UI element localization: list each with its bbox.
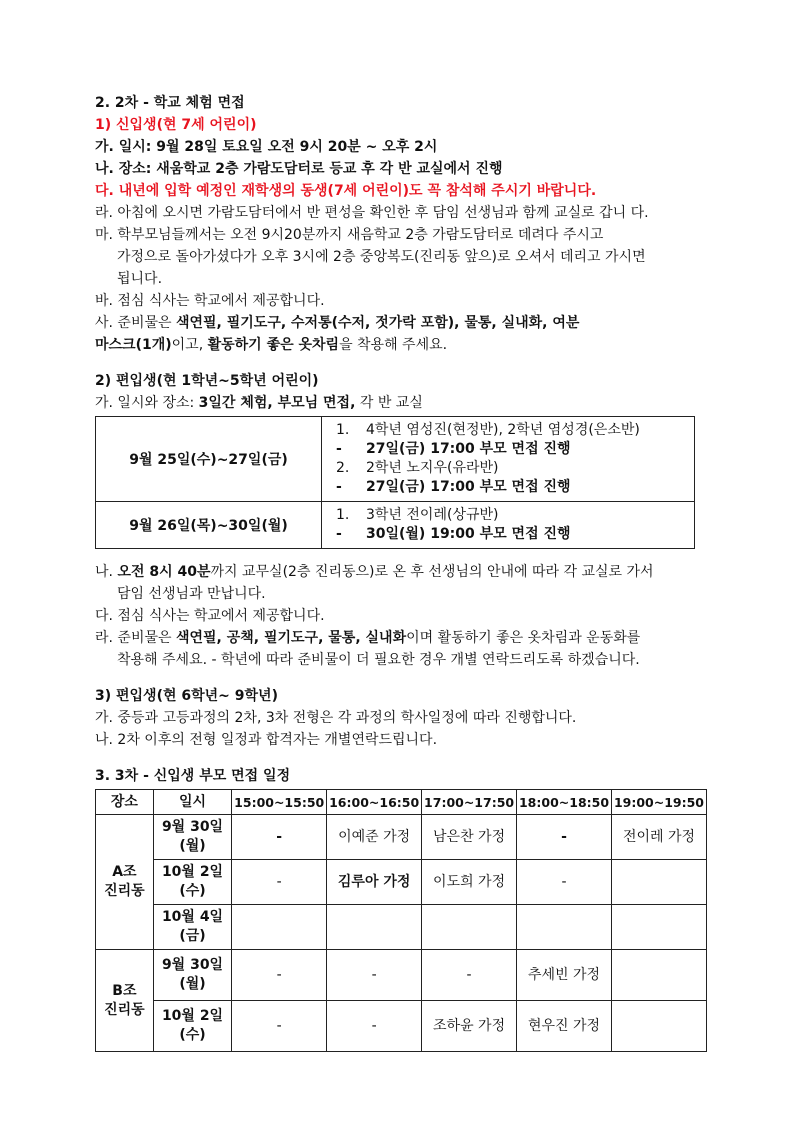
sa-bold: 색연필, 필기도구, 수저통(수저, 젓가락 포함), 물통, 실내화, 여분	[175, 315, 580, 331]
section-2-title: 2. 2차 - 학교 체험 면접	[95, 95, 245, 111]
sa2-bold2: 활동하기 좋은 옷차림	[207, 337, 340, 353]
ga-end: 각 반 교실	[355, 395, 423, 411]
table-row	[96, 860, 707, 905]
table-row	[96, 905, 707, 950]
student-line: 3학년 전이레(상규반)	[366, 507, 499, 523]
sa2-mid: 이고,	[171, 337, 208, 353]
table-row	[96, 502, 695, 549]
sub1-ba: 바. 점심 식사는 학교에서 제공합니다.	[95, 293, 325, 309]
sub3-title: 3) 편입생(현 6학년~ 9학년)	[95, 688, 278, 704]
slot-cell: -	[232, 1001, 327, 1052]
list-marker: -	[336, 479, 342, 495]
slot-cell	[232, 905, 327, 950]
slot-cell: -	[327, 1001, 422, 1052]
sub3-na: 나. 2차 이후의 전형 일정과 합격자는 개별연락드립니다.	[95, 732, 438, 748]
sub2-da: 다. 점심 식사는 학교에서 제공합니다.	[95, 608, 325, 624]
na-end: 까지 교무실(2층 진리동으)로 온 후 선생님의 안내에 따라 각 교실로 가서	[210, 564, 654, 580]
ga-prefix: 가. 일시와 장소:	[95, 395, 199, 411]
list-marker: -	[336, 526, 342, 542]
list-marker: 1.	[336, 422, 350, 438]
ra-bold: 색연필, 공책, 필기도구, 물통, 실내화	[175, 630, 407, 646]
sub1-ra: 라. 아침에 오시면 가람도담터에서 반 편성을 확인한 후 담임 선생님과 함께 교실로 갑니 다.	[95, 205, 649, 221]
period-1-info	[322, 417, 695, 502]
slot-cell: 전이레 가정	[611, 815, 706, 860]
slot-cell: -	[232, 950, 327, 1001]
interview-line: 30일(월) 19:00 부모 면접 진행	[366, 526, 571, 542]
period-2-info	[322, 502, 695, 549]
slot-cell: -	[517, 815, 612, 860]
row-date: 10월 2일 (수)	[153, 860, 231, 905]
header-place: 장소	[96, 790, 154, 815]
section-3-title: 3. 3차 - 신입생 부모 면접 일정	[95, 768, 291, 784]
slot-cell: -	[232, 860, 327, 905]
header-slot-1: 15:00~15:50	[232, 790, 327, 815]
sub1-sa-line1	[95, 312, 715, 334]
header-date: 일시	[153, 790, 231, 815]
table-header-row	[96, 790, 707, 815]
document-page	[95, 92, 715, 1052]
slot-cell: -	[422, 950, 517, 1001]
header-slot-4: 18:00~18:50	[517, 790, 612, 815]
list-marker: -	[336, 441, 342, 457]
slot-cell: 남은찬 가정	[422, 815, 517, 860]
slot-cell: 김루아 가정	[327, 860, 422, 905]
sub1-ga: 가. 일시: 9월 28일 토요일 오전 9시 20분 ~ 오후 2시	[95, 139, 438, 155]
sub1-title: 1) 신입생(현 7세 어린이)	[95, 117, 257, 133]
table-row	[96, 950, 707, 1001]
sub2-ga	[95, 392, 715, 414]
slot-cell: 현우진 가정	[517, 1001, 612, 1052]
table-row	[96, 815, 707, 860]
slot-cell: 조하윤 가정	[422, 1001, 517, 1052]
period-1: 9월 25일(수)~27일(금)	[96, 417, 322, 502]
sub1-sa-line2	[95, 334, 715, 356]
sub2-na	[95, 561, 715, 583]
slot-cell	[611, 950, 706, 1001]
row-date: 9월 30일 (월)	[153, 815, 231, 860]
sa2-end: 을 착용해 주세요.	[339, 337, 448, 353]
list-marker: 1.	[336, 507, 350, 523]
row-date: 10월 4일 (금)	[153, 905, 231, 950]
header-slot-5: 19:00~19:50	[611, 790, 706, 815]
sub3-ga: 가. 중등과 고등과정의 2차, 3차 전형은 각 과정의 학사일정에 따라 진행합니다.	[95, 710, 577, 726]
slot-cell: -	[327, 950, 422, 1001]
ra-end: 이며 활동하기 좋은 옷차림과 운동화를	[406, 630, 641, 646]
slot-cell: 이예준 가정	[327, 815, 422, 860]
slot-cell: -	[517, 860, 612, 905]
period-2: 9월 26일(목)~30일(월)	[96, 502, 322, 549]
slot-cell: 이도희 가정	[422, 860, 517, 905]
group-b-place: B조 진리동	[96, 950, 154, 1052]
header-slot-2: 16:00~16:50	[327, 790, 422, 815]
na-bold: 오전 8시 40분	[117, 564, 211, 580]
sub2-title: 2) 편입생(현 1학년~5학년 어린이)	[95, 373, 319, 389]
sub1-ma-line2: 가정으로 돌아가셨다가 오후 3시에 2층 중앙복도(진리동 앞으)로 오셔서 데리고 가시면	[117, 249, 646, 265]
sa-prefix: 사. 준비물은	[95, 315, 176, 331]
group-a-place: A조 진리동	[96, 815, 154, 950]
sub1-ma-line3: 됩니다.	[117, 271, 163, 287]
list-marker: 2.	[336, 460, 350, 476]
slot-cell	[611, 860, 706, 905]
slot-cell	[611, 905, 706, 950]
student-line: 2학년 노지우(유라반)	[366, 460, 499, 476]
ra-prefix: 라. 준비물은	[95, 630, 176, 646]
student-line: 4학년 염성진(현정반), 2학년 염성경(은소반)	[366, 422, 640, 438]
interview-line: 27일(금) 17:00 부모 면접 진행	[366, 479, 571, 495]
slot-cell	[327, 905, 422, 950]
sub1-ma-line1: 마. 학부모님들께서는 오전 9시20분까지 새음학교 2층 가람도담터로 데려다 주시고	[95, 227, 604, 243]
sub2-na-line2: 담임 선생님과 만납니다.	[117, 586, 266, 602]
sub2-ra-line2: 착용해 주세요. - 학년에 따라 준비물이 더 필요한 경우 개별 연락드리도록 하겠습니다.	[117, 652, 640, 668]
slot-cell	[517, 905, 612, 950]
table-row	[96, 417, 695, 502]
sub2-ra	[95, 627, 715, 649]
slot-cell	[422, 905, 517, 950]
slot-cell: 추세빈 가정	[517, 950, 612, 1001]
interview-line: 27일(금) 17:00 부모 면접 진행	[366, 441, 571, 457]
slot-cell	[611, 1001, 706, 1052]
transfer-schedule-table	[95, 416, 695, 549]
row-date: 9월 30일 (월)	[153, 950, 231, 1001]
header-slot-3: 17:00~17:50	[422, 790, 517, 815]
slot-cell: -	[232, 815, 327, 860]
sa2-bold1: 마스크(1개)	[95, 337, 172, 353]
na-prefix: 나.	[95, 564, 118, 580]
sub1-na: 나. 장소: 새움학교 2층 가람도담터로 등교 후 각 반 교실에서 진행	[95, 161, 503, 177]
parent-interview-table	[95, 789, 707, 1052]
row-date: 10월 2일 (수)	[153, 1001, 231, 1052]
ga-bold: 3일간 체험, 부모님 면접,	[198, 395, 356, 411]
table-row	[96, 1001, 707, 1052]
sub1-da: 다. 내년에 입학 예정인 재학생의 동생(7세 어린이)도 꼭 참석해 주시기 바랍니다.	[95, 183, 597, 199]
